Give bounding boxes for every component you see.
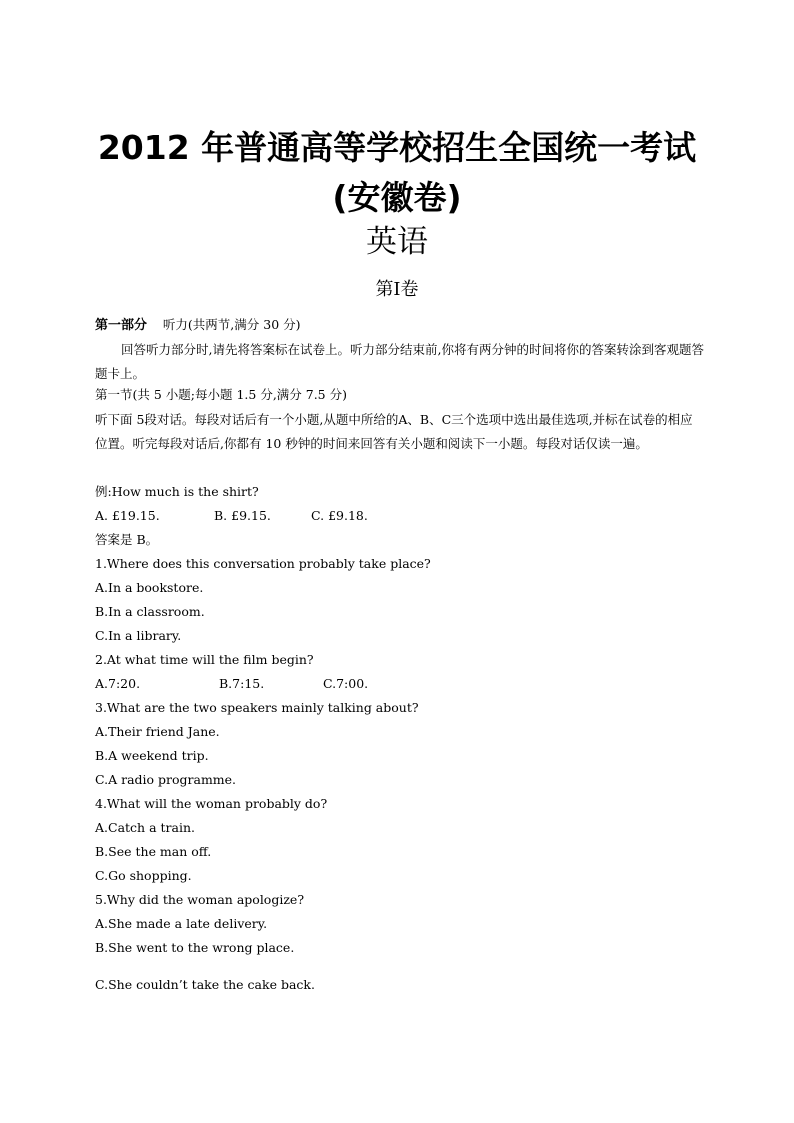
question-5: 5.Why did the woman apologize? bbox=[95, 892, 305, 907]
question-1-option-c: C.In a library. bbox=[95, 628, 182, 643]
question-3-option-b: B.A weekend trip. bbox=[95, 748, 209, 763]
question-2-option-c: C.7:00. bbox=[323, 676, 369, 691]
question-4-option-b: B.See the man off. bbox=[95, 844, 212, 859]
question-2-options bbox=[95, 673, 368, 695]
example-option-b: B. £9.15. bbox=[214, 508, 271, 523]
question-3-option-c: C.A radio programme. bbox=[95, 772, 237, 787]
question-2: 2.At what time will the film begin? bbox=[95, 652, 314, 667]
question-4-option-a: A.Catch a train. bbox=[95, 820, 195, 835]
question-2-option-a: A.7:20. bbox=[95, 676, 141, 691]
question-5-option-a: A.She made a late delivery. bbox=[95, 916, 268, 931]
example-option-c: C. £9.18. bbox=[311, 508, 368, 523]
question-5-option-b: B.She went to the wrong place. bbox=[95, 940, 295, 955]
example-options bbox=[95, 505, 368, 527]
question-1-option-a: A.In a bookstore. bbox=[95, 580, 204, 595]
document-title: 2012 年普通高等学校招生全国统一考试(安徽卷) bbox=[97, 128, 697, 217]
question-3-option-a: A.Their friend Jane. bbox=[95, 724, 220, 739]
volume-heading: 第Ⅰ卷 bbox=[375, 279, 419, 300]
question-3: 3.What are the two speakers mainly talking about? bbox=[95, 700, 419, 715]
question-4: 4.What will the woman probably do? bbox=[95, 796, 328, 811]
question-1: 1.Where does this conversation probably take place? bbox=[95, 556, 431, 571]
part1-label: 第一部分 bbox=[95, 318, 148, 333]
example-answer: 答案是 B。 bbox=[95, 532, 159, 547]
subject-heading: 英语 bbox=[366, 224, 428, 260]
part1-intro: 回答听力部分时,请先将答案标在试卷上。听力部分结束前,你将有两分钟的时间将你的答案转涂到客观题答题卡上。 bbox=[95, 342, 704, 381]
question-2-option-b: B.7:15. bbox=[219, 676, 265, 691]
question-1-option-b: B.In a classroom. bbox=[95, 604, 205, 619]
part1-name: 听力(共两节,满分 30 分) bbox=[162, 317, 301, 332]
section1-instructions: 听下面 5段对话。每段对话后有一个小题,从题中所给的A、B、C三个选项中选出最佳选项,并标在试卷的相应位置。听完每段对话后,你都有 10 秒钟的时间来回答有关小题和阅读下一小题。每段对话仅读一遍。 bbox=[95, 412, 693, 451]
example-question: 例:How much is the shirt? bbox=[95, 484, 259, 499]
part1-heading bbox=[95, 314, 301, 337]
example-option-a: A. £19.15. bbox=[95, 508, 160, 523]
section1-heading: 第一节(共 5 小题;每小题 1.5 分,满分 7.5 分) bbox=[95, 387, 347, 402]
question-4-option-c: C.Go shopping. bbox=[95, 868, 192, 883]
question-5-option-c: C.She couldn’t take the cake back. bbox=[95, 977, 315, 992]
